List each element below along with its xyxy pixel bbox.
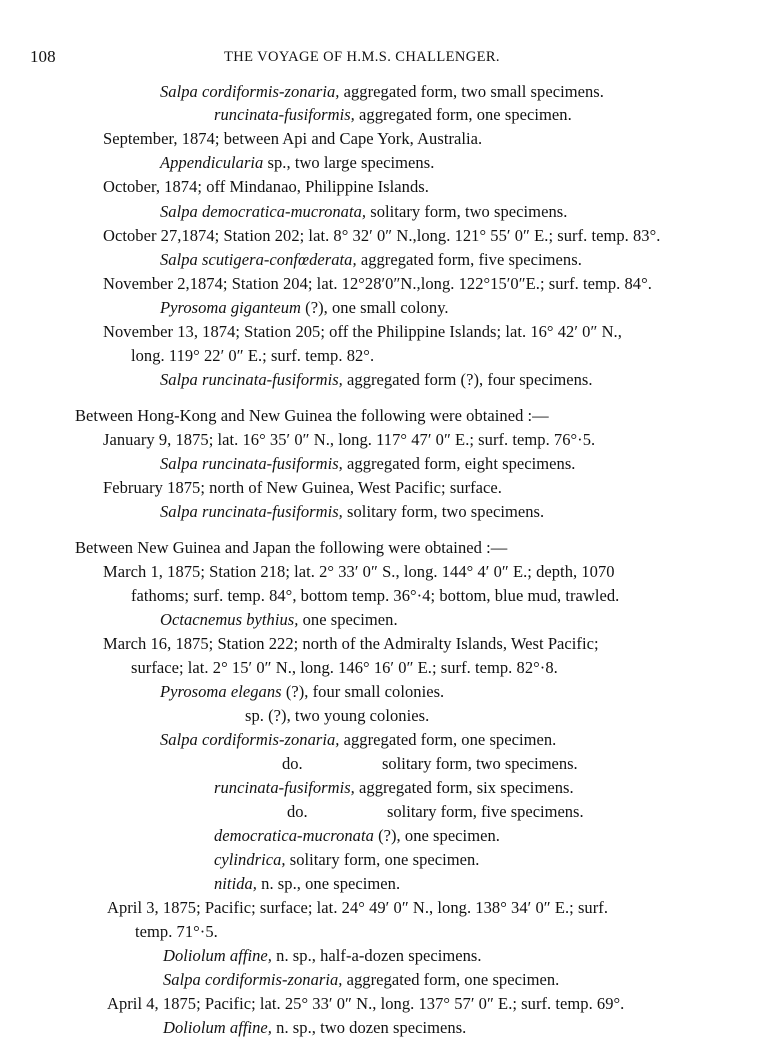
entry-text: n. sp., half-a-dozen specimens.	[271, 946, 482, 965]
species-name: runcinata-fusiformis,	[214, 778, 355, 797]
date-line: November 2,1874; Station 204; lat. 12°28′0″N.,long. 122°15′0″E.; surf. temp. 84°.	[103, 274, 652, 293]
entry-line: sp. (?), two young colonies.	[245, 706, 430, 725]
species-name: runcinata-fusiformis,	[214, 105, 355, 124]
page-number: 108	[30, 47, 56, 66]
entry-text: aggregated form, five specimens.	[356, 250, 582, 269]
species-name: Pyrosoma giganteum	[160, 298, 301, 317]
species-name: Salpa scutigera-confœderata,	[160, 250, 357, 269]
entry-text: solitary form, five specimens.	[387, 802, 584, 821]
entry-text: (?), one specimen.	[373, 826, 500, 845]
entry-text: n. sp., one specimen.	[256, 874, 401, 893]
running-title: THE VOYAGE OF H.M.S. CHALLENGER.	[224, 49, 500, 65]
entry-line	[214, 873, 400, 895]
entry-line	[160, 681, 444, 703]
date-line: January 9, 1875; lat. 16° 35′ 0″ N., long. 117° 47′ 0″ E.; surf. temp. 76°·5.	[103, 430, 596, 449]
entry-line	[160, 81, 604, 103]
entry-text: solitary form, one specimen.	[285, 850, 480, 869]
ditto-mark: do.	[282, 754, 303, 773]
entry-line	[163, 969, 559, 991]
species-name: Doliolum affine,	[163, 946, 272, 965]
species-name: Salpa cordiformis-zonaria,	[160, 82, 340, 101]
entry-line	[160, 609, 398, 631]
entry-text: aggregated form, one specimen.	[342, 970, 560, 989]
entry-text: aggregated form (?), four specimens.	[342, 370, 593, 389]
entry-line	[214, 825, 500, 847]
section-heading: Between New Guinea and Japan the following were obtained :—	[75, 538, 508, 557]
species-name: Pyrosoma elegans	[160, 682, 282, 701]
entry-text: (?), four small colonies.	[281, 682, 445, 701]
entry-text: solitary form, two specimens.	[342, 502, 545, 521]
entry-line	[160, 729, 556, 751]
continuation-line: temp. 71°·5.	[135, 922, 218, 941]
entry-line	[160, 201, 567, 223]
species-name: Appendicularia	[160, 153, 264, 172]
entry-line	[160, 297, 449, 319]
entry-line	[160, 453, 575, 475]
species-name: Salpa cordiformis-zonaria,	[160, 730, 340, 749]
ditto-mark: do.	[287, 802, 308, 821]
date-line: September, 1874; between Api and Cape York, Australia.	[103, 129, 483, 148]
date-line: February 1875; north of New Guinea, West Pacific; surface.	[103, 478, 502, 497]
entry-text: aggregated form, one specimen.	[339, 730, 557, 749]
entry-text: aggregated form, one specimen.	[354, 105, 572, 124]
entry-text: sp., two large specimens.	[263, 153, 435, 172]
entry-line	[214, 104, 572, 126]
entry-text: aggregated form, eight specimens.	[342, 454, 576, 473]
entry-line	[214, 777, 574, 799]
entry-line	[163, 1017, 466, 1039]
species-name: Doliolum affine,	[163, 1018, 272, 1037]
species-name: Salpa runcinata-fusiformis,	[160, 454, 343, 473]
entry-line	[160, 152, 434, 174]
entry-line	[163, 945, 482, 967]
entry-text: aggregated form, six specimens.	[354, 778, 574, 797]
entry-line	[160, 369, 593, 391]
continuation-line: surface; lat. 2° 15′ 0″ N., long. 146° 16′ 0″ E.; surf. temp. 82°·8.	[131, 658, 558, 677]
entry-text: (?), one small colony.	[300, 298, 449, 317]
entry-text: aggregated form, two small specimens.	[339, 82, 604, 101]
continuation-line: long. 119° 22′ 0″ E.; surf. temp. 82°.	[131, 346, 375, 365]
section-heading: Between Hong-Kong and New Guinea the following were obtained :—	[75, 406, 549, 425]
entry-line	[160, 249, 582, 271]
species-name: nitida,	[214, 874, 257, 893]
entry-line	[214, 849, 479, 871]
entry-text: n. sp., two dozen specimens.	[271, 1018, 467, 1037]
entry-line	[160, 501, 544, 523]
date-line: October 27,1874; Station 202; lat. 8° 32′ 0″ N.,long. 121° 55′ 0″ E.; surf. temp. 83°.	[103, 226, 661, 245]
date-line: November 13, 1874; Station 205; off the Philippine Islands; lat. 16° 42′ 0″ N.,	[103, 322, 622, 341]
date-line: April 3, 1875; Pacific; surface; lat. 24° 49′ 0″ N., long. 138° 34′ 0″ E.; surf.	[107, 898, 608, 917]
entry-text: solitary form, two specimens.	[382, 754, 578, 773]
date-line: March 1, 1875; Station 218; lat. 2° 33′ 0″ S., long. 144° 4′ 0″ E.; depth, 1070	[103, 562, 615, 581]
species-name: Salpa runcinata-fusiformis,	[160, 370, 343, 389]
species-name: cylindrica,	[214, 850, 286, 869]
date-line: October, 1874; off Mindanao, Philippine Islands.	[103, 177, 429, 196]
continuation-line: fathoms; surf. temp. 84°, bottom temp. 36°·4; bottom, blue mud, trawled.	[131, 586, 620, 605]
entry-text: one specimen.	[298, 610, 398, 629]
species-name: Octacnemus bythius,	[160, 610, 299, 629]
entry-text: solitary form, two specimens.	[366, 202, 568, 221]
species-name: Salpa cordiformis-zonaria,	[163, 970, 343, 989]
species-name: Salpa democratica-mucronata,	[160, 202, 367, 221]
species-name: democratica-mucronata	[214, 826, 374, 845]
species-name: Salpa runcinata-fusiformis,	[160, 502, 343, 521]
date-line: April 4, 1875; Pacific; lat. 25° 33′ 0″ N., long. 137° 57′ 0″ E.; surf. temp. 69°.	[107, 994, 625, 1013]
date-line: March 16, 1875; Station 222; north of the Admiralty Islands, West Pacific;	[103, 634, 599, 653]
